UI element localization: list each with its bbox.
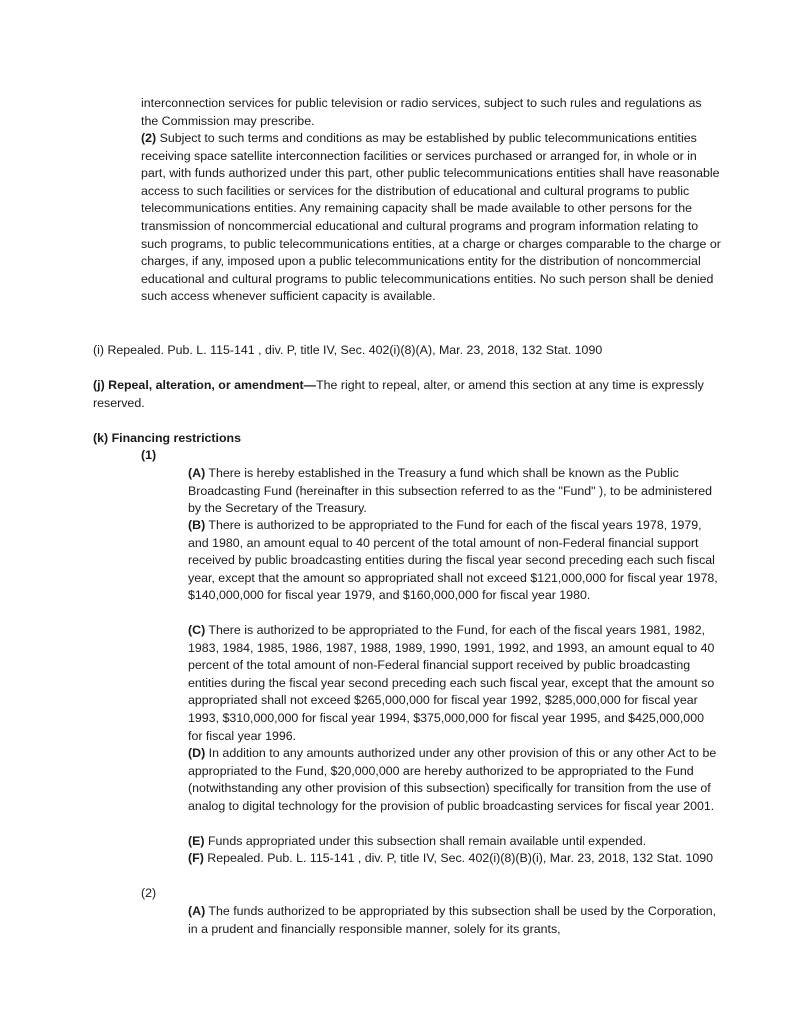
subparagraph-label: (A) <box>188 466 206 480</box>
paragraph-k1-label: (1) <box>141 448 157 462</box>
subparagraph-text: Repealed. Pub. L. 115-141 , div. P, title IV, Sec. 402(i)(8)(B)(i), Mar. 23, 2018, 132 Stat. 1090 <box>203 851 714 865</box>
subparagraph-text: The funds authorized to be appropriated by this subsection shall be used by the Corporation, in a prudent and financially responsible manner, solely for its grants, <box>188 904 717 936</box>
paragraph-label: (2) <box>141 131 157 145</box>
section-heading: (j) Repeal, alteration, or amendment— <box>93 378 317 392</box>
subparagraph-label: (D) <box>188 746 206 760</box>
paragraph-k2-label: (2) <box>141 886 157 900</box>
subparagraph-label: (E) <box>188 834 205 848</box>
subparagraph-k1-b <box>188 517 718 605</box>
paragraph-h-continuation: interconnection services for public television or radio services, subject to such rules and regulations as the Commission may prescribe. <box>141 96 702 128</box>
subparagraph-label: (B) <box>188 518 206 532</box>
subparagraph-text: There is hereby established in the Treasury a fund which shall be known as the Public Broadcasting Fund (hereinafter in this subsection referred to as the "Fund" ), to be administered by the Secretary of the Treasury. <box>188 466 712 516</box>
subparagraph-k1-e <box>188 833 718 851</box>
subparagraph-text: There is authorized to be appropriated to the Fund, for each of the fiscal years 1981, 1982, 1983, 1984, 1985, 1986, 1987, 1988, 1989, 1990, 1991, 1992, and 1993, an amount equal to 40 percent of the total amount of non-Federal financial support received by public broadcasting entities during the fiscal year second preceding each such fiscal year, except that the amount so appropriated shall not exceed $265,000,000 for fiscal year 1992, $285,000,000 for fiscal year 1993, $310,000,000 for fiscal year 1994, $375,000,000 for fiscal year 1995, and $425,000,000 for fiscal year 1996. <box>188 623 715 743</box>
subparagraph-label: (A) <box>188 904 206 918</box>
subparagraph-k1-d <box>188 745 718 815</box>
section-heading-k: (k) Financing restrictions <box>93 431 242 445</box>
subparagraph-k1-c <box>188 622 718 745</box>
paragraph-text: Subject to such terms and conditions as may be established by public telecommunications entities receiving space satellite interconnection facilities or services purchased or arranged for, in whole or in part, with funds authorized under this part, other public telecommunications entities shall have reasonable access to such facilities or services for the distribution of educational and cultural programs to public telecommunications entities. Any remaining capacity shall be made available to other persons for the transmission of noncommercial educational and cultural programs and program information relating to such programs, to public telecommunications entities, at a charge or charges comparable to the charge or charges, if any, imposed upon a public telecommunications entity for the distribution of noncommercial educational and cultural programs to public telecommunications entities. No such person shall be denied such access whenever sufficient capacity is available. <box>141 131 721 304</box>
subparagraph-label: (F) <box>188 851 204 865</box>
subparagraph-k2-a <box>188 903 718 938</box>
subparagraph-k1-f <box>188 850 718 868</box>
subparagraph-label: (C) <box>188 623 206 637</box>
subparagraph-text: Funds appropriated under this subsection shall remain available until expended. <box>204 834 647 848</box>
paragraph-h-2 <box>141 130 721 306</box>
paragraph-j <box>93 377 713 412</box>
subparagraph-text: In addition to any amounts authorized under any other provision of this or any other Act to be appropriated to the Fund, $20,000,000 are hereby authorized to be appropriated to the Fund (notwithstanding any other provision of this subsection) specifically for transition from the use of analog to digital technology for the provision of public broadcasting services for fiscal year 2001. <box>188 746 717 813</box>
paragraph-i: (i) Repealed. Pub. L. 115-141 , div. P, title IV, Sec. 402(i)(8)(A), Mar. 23, 2018, 132 Stat. 1090 <box>93 343 603 357</box>
subparagraph-text: There is authorized to be appropriated to the Fund for each of the fiscal years 1978, 1979, and 1980, an amount equal to 40 percent of the total amount of non-Federal financial support received by public broadcasting entities during the fiscal year second preceding each such fiscal year, except that the amount so appropriated shall not exceed $121,000,000 for fiscal year 1978, $140,000,000 for fiscal year 1979, and $160,000,000 for fiscal year 1980. <box>188 518 718 603</box>
paragraph-text: The right to repeal, alter, or amend this section at any time is expressly reserved. <box>93 378 704 410</box>
subparagraph-k1-a <box>188 465 718 518</box>
